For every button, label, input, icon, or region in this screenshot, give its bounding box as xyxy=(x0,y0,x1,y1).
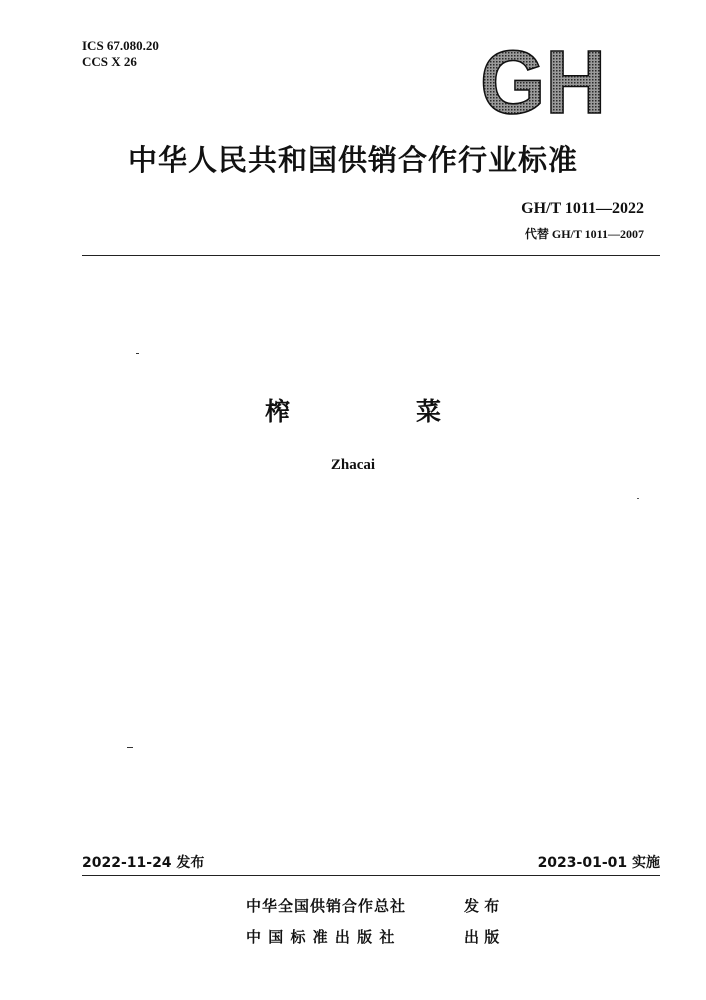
document-title-char: 榨 xyxy=(264,397,290,426)
standard-number: GH/T 1011—2022 xyxy=(521,200,644,217)
issuing-organization: 中华全国供销合作总社 xyxy=(246,897,407,915)
issue-date: 2022-11-24 发布 xyxy=(82,855,205,871)
replaced-standard: 代替 GH/T 1011—2007 xyxy=(524,227,644,241)
speck-mark xyxy=(127,747,133,748)
industry-standard-title: 中华人民共和国供销合作行业标准 xyxy=(127,143,578,177)
gh-logo xyxy=(478,40,608,118)
gh-logo-text: GH xyxy=(480,40,606,118)
bottom-divider xyxy=(82,875,660,876)
top-divider xyxy=(82,255,660,256)
speck-mark xyxy=(136,353,139,354)
classification-codes xyxy=(82,38,159,70)
document-title-english: Zhacai xyxy=(330,457,376,473)
document-title xyxy=(0,392,706,428)
issuing-role: 发 布 xyxy=(464,897,500,915)
publishing-house: 中 国 标 准 出 版 社 xyxy=(246,928,396,946)
speck-mark xyxy=(637,498,639,499)
ccs-code: CCS X 26 xyxy=(82,54,137,69)
document-title-char: 菜 xyxy=(416,397,442,426)
implementation-date: 2023-01-01 实施 xyxy=(537,855,660,871)
ics-code: ICS 67.080.20 xyxy=(82,38,159,53)
publishing-role: 出 版 xyxy=(464,928,500,946)
